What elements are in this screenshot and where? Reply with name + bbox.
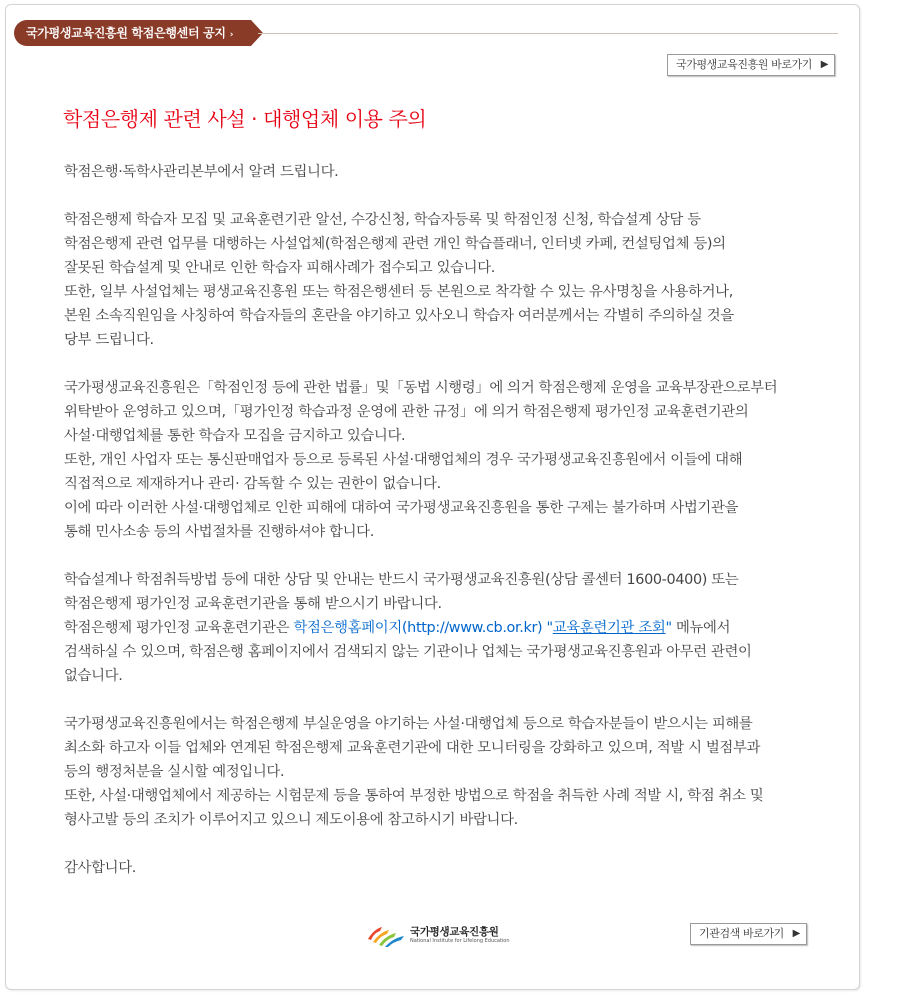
text-line: 학점은행제 평가인정 교육훈련기관을 통해 받으시기 바랍니다. bbox=[64, 596, 442, 612]
text-line: 또한, 사설·대행업체에서 제공하는 시험문제 등을 통하여 부정한 방법으로 학점을 취득한 사례 적발 시, 학점 취소 및 bbox=[64, 788, 764, 804]
paragraph-warning bbox=[64, 208, 824, 352]
text-line: 없습니다. bbox=[64, 668, 123, 684]
nile-homepage-button-label: 국가평생교육진흥원 바로가기 bbox=[676, 58, 813, 71]
text-line-with-links bbox=[64, 616, 824, 640]
text-line: 본원 소속직원임을 사칭하여 학습자들의 혼란을 야기하고 있사오니 학습자 여러분께서는 각별히 주의하실 것을 bbox=[64, 308, 734, 324]
paragraph-legal bbox=[64, 376, 824, 544]
paragraph-consultation bbox=[64, 568, 824, 688]
text-line: 잘못된 학습설계 및 안내로 인한 학습자 피해사례가 접수되고 있습니다. bbox=[64, 260, 496, 276]
text-line: 학점은행·독학사관리본부에서 알려 드립니다. bbox=[64, 164, 339, 180]
arrow-right-icon: ▶ bbox=[820, 59, 829, 70]
text-line: 최소화 하고자 이들 업체와 연계된 학점은행제 교육훈련기관에 대한 모니터링을 강화하고 있으며, 적발 시 벌점부과 bbox=[64, 740, 761, 756]
text-line: 사설·대행업체를 통한 학습자 모집을 금지하고 있습니다. bbox=[64, 428, 406, 444]
notice-tab bbox=[14, 20, 251, 46]
paragraph-monitoring bbox=[64, 712, 824, 832]
paragraph-greeting bbox=[64, 160, 824, 184]
page-title: 학점은행제 관련 사설 · 대행업체 이용 주의 bbox=[63, 107, 427, 131]
paragraph-closing bbox=[64, 856, 824, 880]
notice-content bbox=[64, 160, 824, 904]
text-line: 검색하실 수 있으며, 학점은행 홈페이지에서 검색되지 않는 기관이나 업체는 국가평생교육진흥원과 아무런 관련이 bbox=[64, 644, 752, 660]
logo-subtitle: National Institute for Lifelong Education bbox=[410, 937, 510, 944]
text-line: 학습설계나 학점취득방법 등에 대한 상담 및 안내는 반드시 국가평생교육진흥원(상담 콜센터 1600-0400) 또는 bbox=[64, 572, 739, 588]
nile-logo-icon bbox=[366, 923, 406, 947]
text-line: 학점은행제 학습자 모집 및 교육훈련기관 알선, 수강신청, 학습자등록 및 학점인정 신청, 학습설계 상담 등 bbox=[64, 212, 701, 228]
cb-homepage-link[interactable]: 학점은행홈페이지(http://www.cb.or.kr) bbox=[293, 620, 543, 636]
text-line: 당부 드립니다. bbox=[64, 332, 154, 348]
header-divider bbox=[258, 33, 838, 34]
nile-logo bbox=[366, 921, 510, 949]
logo-name: 국가평생교육진흥원 bbox=[410, 925, 499, 938]
institution-search-link[interactable]: 교육훈련기관 조회 bbox=[552, 620, 666, 636]
text-line: 또한, 일부 사설업체는 평생교육진흥원 또는 학점은행센터 등 본원으로 착각할 수 있는 유사명칭을 사용하거나, bbox=[64, 284, 733, 300]
arrow-right-icon: ▶ bbox=[792, 928, 800, 939]
logo-text bbox=[410, 926, 510, 945]
nile-homepage-button[interactable] bbox=[667, 54, 835, 76]
text-fragment: 학점은행제 평가인정 교육훈련기관은 bbox=[64, 620, 294, 636]
quote-close: " bbox=[665, 620, 672, 636]
quote-open: " bbox=[542, 620, 553, 636]
institution-search-button[interactable] bbox=[690, 923, 807, 945]
text-line: 감사합니다. bbox=[64, 860, 136, 876]
text-line: 국가평생교육진흥원에서는 학점은행제 부실운영을 야기하는 사설·대행업체 등으로 학습자분들이 받으시는 피해를 bbox=[64, 716, 753, 732]
text-line: 이에 따라 이러한 사설·대행업체로 인한 피해에 대하여 국가평생교육진흥원을 통한 구제는 불가하며 사법기관을 bbox=[64, 500, 739, 516]
text-line: 국가평생교육진흥원은「학점인정 등에 관한 법률」및「동법 시행령」에 의거 학점은행제 운영을 교육부장관으로부터 bbox=[64, 380, 778, 396]
institution-search-button-label: 기관검색 바로가기 bbox=[699, 927, 784, 940]
text-line: 직접적으로 제재하거나 관리· 감독할 수 있는 권한이 없습니다. bbox=[64, 476, 441, 492]
chevron-right-icon: › bbox=[229, 30, 234, 40]
text-line: 또한, 개인 사업자 또는 통신판매업자 등으로 등록된 사설·대행업체의 경우 국가평생교육진흥원에서 이들에 대해 bbox=[64, 452, 743, 468]
notice-tab-label: 국가평생교육진흥원 학점은행센터 공지 bbox=[26, 26, 226, 40]
text-line: 학점은행제 관련 업무를 대행하는 사설업체(학점은행제 관련 개인 학습플래너, 인터넷 카페, 컨설팅업체 등)의 bbox=[64, 236, 726, 252]
text-line: 형사고발 등의 조치가 이루어지고 있으니 제도이용에 참고하시기 바랍니다. bbox=[64, 812, 518, 828]
text-fragment: 메뉴에서 bbox=[671, 620, 731, 636]
text-line: 통해 민사소송 등의 사법절차를 진행하셔야 합니다. bbox=[64, 524, 374, 540]
text-line: 위탁받아 운영하고 있으며,「평가인정 학습과정 운영에 관한 규정」에 의거 학점은행제 평가인정 교육훈련기관의 bbox=[64, 404, 749, 420]
text-line: 등의 행정처분을 실시할 예정입니다. bbox=[64, 764, 285, 780]
